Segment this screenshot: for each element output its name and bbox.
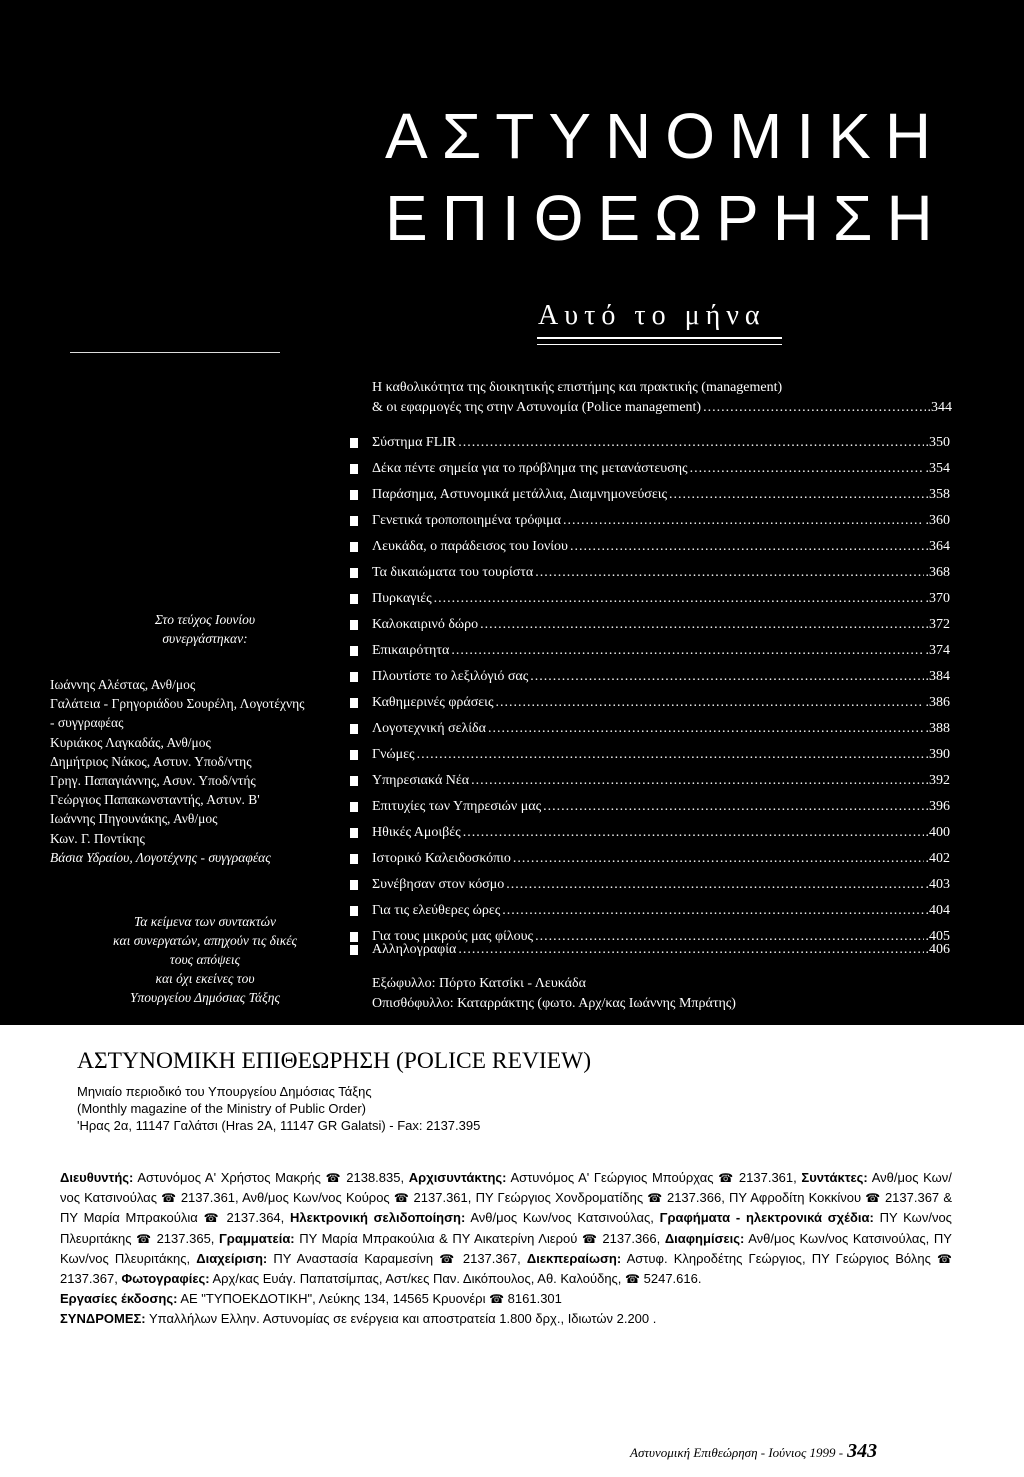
editor-phone: 2137.367 & <box>884 1190 952 1206</box>
toc-item <box>350 640 950 662</box>
printing-phone: 8161.301 <box>507 1291 562 1307</box>
ads: Ανθ/μος Κων/νος Κατσινούλας, ΠΥ Κων/νος Πλευριτάκης, <box>60 1230 952 1266</box>
phone-icon: ☎ <box>136 1231 153 1246</box>
toc-item <box>350 614 950 636</box>
subscriptions-label: ΣΥΝΔΡΟΜΕΣ: <box>60 1311 146 1327</box>
photos: Αρχ/κας Ευάγ. Παπατσίμπας, Αστ/κες Παν. Δικόπουλος, Αθ. Καλούδης, <box>212 1271 622 1287</box>
leader-dots <box>417 744 924 766</box>
leader-dots <box>530 666 923 688</box>
bullet-icon <box>350 854 358 864</box>
contributor-line: Κων. Γ. Ποντίκης <box>50 830 145 846</box>
bullet-icon <box>350 438 358 448</box>
decorative-rule <box>70 352 280 353</box>
toc-page: .368 <box>925 565 950 580</box>
phone-icon: ☎ <box>718 1171 735 1185</box>
management-label: Διαχείριση: <box>196 1250 268 1266</box>
masthead-line: 'Ηρας 2α, 11147 Γαλάτσι (Hras 2A, 11147 GR Galatsi) - Fax: 2137.395 <box>77 1118 481 1133</box>
magazine-title-line2: ΕΠΙΘΕΩΡΗΣΗ <box>385 182 947 254</box>
settlement: Αστυφ. Κληροδέτης Γεώργιος, ΠΥ Γεώργιος Βόλης <box>626 1250 931 1266</box>
bullet-icon <box>350 880 358 890</box>
toc-label: Γνώμες <box>372 747 415 762</box>
toc-page: .374 <box>925 643 950 658</box>
contributor-line: Γεώργιος Παπακωνσταντής, Αστυν. Β' <box>50 792 260 808</box>
toc-item <box>350 900 950 922</box>
bullet-icon <box>350 724 358 734</box>
toc-label: Παράσημα, Αστυνομικά μετάλλια, Διαμνημονεύσεις <box>372 487 668 502</box>
toc-page: .384 <box>925 669 950 684</box>
toc-label: Αλληλογραφία <box>372 942 457 957</box>
lead-article <box>372 378 952 417</box>
contributors-heading-line1: Στο τεύχος Ιουνίου <box>154 612 256 627</box>
layout: Ανθ/μος Κων/νος Κατσινούλας, <box>470 1210 654 1226</box>
toc-page: .354 <box>925 461 950 476</box>
printing: ΑΕ "ΤΥΠΟΕΚΔΟΤΙΚΗ", Λεύκης 134, 14565 Κρυονέρι <box>180 1291 486 1307</box>
leader-dots <box>570 536 924 558</box>
editor-phone: 2137.361, <box>413 1190 472 1206</box>
leader-dots <box>513 848 924 870</box>
photos-phone: 5247.616. <box>643 1271 702 1287</box>
staff-credits <box>60 1168 952 1330</box>
editor-phone: 2137.364, <box>226 1210 285 1226</box>
toc-label: Σύστημα FLIR <box>372 435 457 450</box>
bullet-icon <box>350 750 358 760</box>
leader-dots <box>703 398 925 418</box>
subscriptions: Υπαλλήλων Ελλην. Αστυνομίας σε ενέργεια και αποστρατεία 1.800 δρχ., Ιδιωτών 2.200 . <box>149 1311 657 1327</box>
toc-item <box>350 536 950 558</box>
phone-icon: ☎ <box>865 1191 881 1206</box>
ads-label: Διαφημίσεις: <box>664 1230 745 1246</box>
leader-dots <box>488 718 924 740</box>
leader-dots <box>535 562 923 584</box>
toc-label: Για τους μικρούς μας φίλους <box>372 929 534 944</box>
editor-phone: 2137.366, <box>666 1190 725 1206</box>
lead-article-page: .344 <box>927 399 952 415</box>
toc-label: Πλουτίστε το λεξιλόγιό σας <box>372 669 529 684</box>
toc-page: .372 <box>925 617 950 632</box>
management-phone: 2137.367, <box>462 1250 521 1266</box>
leader-dots <box>471 770 923 792</box>
toc-label: Ηθικές Αμοιβές <box>372 825 461 840</box>
disclaimer-line: και όχι εκείνες του <box>155 971 255 986</box>
toc-page: .360 <box>925 513 950 528</box>
leader-dots <box>434 588 924 610</box>
contributors-heading <box>40 610 370 648</box>
leader-dots <box>543 796 923 818</box>
bullet-icon <box>350 646 358 656</box>
editor: Ανθ/μος Κων/νος Κατσινούλας <box>60 1170 952 1206</box>
front-cover-credit: Εξώφυλλο: Πόρτο Κατσίκι - Λευκάδα <box>372 976 586 991</box>
toc-label: Συνέβησαν στον κόσμο <box>372 877 505 892</box>
toc-item <box>350 718 950 740</box>
toc-label: Πυρκαγιές <box>372 591 432 606</box>
editor: ΠΥ Γεώργιος Χονδροματίδης <box>475 1190 644 1206</box>
contributor-line: Ιωάννης Αλέστας, Ανθ/μος <box>50 677 196 692</box>
page-number: 343 <box>847 1440 878 1462</box>
toc-item <box>350 562 950 584</box>
toc-item <box>350 939 950 961</box>
graphics-phone: 2137.365, <box>156 1230 215 1246</box>
graphics-label: Γραφήματα - ηλεκτρονικά σχέδια: <box>659 1210 874 1226</box>
contributor-line: Γρηγ. Παπαγιάννης, Ασυν. Υποδ/ντής <box>50 773 256 789</box>
toc-item <box>350 588 950 610</box>
bullet-icon <box>350 516 358 526</box>
magazine-title-line1: ΑΣΤΥΝΟΜΙΚΗ <box>385 100 946 172</box>
toc-page: .364 <box>925 539 950 554</box>
settlement-phone: 2137.367, <box>60 1271 118 1287</box>
disclaimer-line: τους απόψεις <box>169 952 241 967</box>
toc-label: Επιτυχίες των Υπηρεσιών μας <box>372 799 542 814</box>
masthead-title: ΑΣΤΥΝΟΜΙΚΗ ΕΠΙΘΕΩΡΗΣΗ (POLICE REVIEW) <box>77 1048 592 1074</box>
phone-icon: ☎ <box>325 1171 342 1185</box>
bullet-icon <box>350 945 358 955</box>
phone-icon: ☎ <box>937 1251 952 1266</box>
leader-dots <box>690 458 924 480</box>
this-month-heading: Αυτό το μήνα <box>538 300 766 331</box>
graphics: ΠΥ Κων/νος Πλευριτάκης <box>60 1210 952 1246</box>
heading-underline <box>537 337 782 345</box>
bullet-icon <box>350 568 358 578</box>
bullet-icon <box>350 620 358 630</box>
toc-item <box>350 666 950 688</box>
toc-item <box>350 796 950 818</box>
bullet-icon <box>350 672 358 682</box>
leader-dots <box>480 614 923 636</box>
toc-label: Λευκάδα, ο παράδεισος του Ιονίου <box>372 539 568 554</box>
toc-item <box>350 770 950 792</box>
chief-editor-label: Αρχισυντάκτης: <box>408 1170 507 1185</box>
editor: ΠΥ Αφροδίτη Κοκκίνου <box>728 1190 862 1206</box>
toc-item <box>350 432 950 454</box>
chief-editor-phone: 2137.361, <box>738 1170 797 1185</box>
printing-label: Εργασίες έκδοσης: <box>60 1291 178 1307</box>
editors-label: Συντάκτες: <box>801 1170 868 1185</box>
leader-dots <box>502 900 923 922</box>
leader-dots <box>669 484 923 506</box>
leader-dots <box>451 640 923 662</box>
toc-item <box>350 692 950 714</box>
layout-label: Ηλεκτρονική σελιδοποίηση: <box>290 1210 466 1226</box>
phone-icon: ☎ <box>161 1191 177 1206</box>
toc-label: Δέκα πέντε σημεία για το πρόβλημα της μετανάστευσης <box>372 461 688 476</box>
toc-page: .350 <box>925 435 950 450</box>
contributor-line: Γαλάτεια - Γρηγοριάδου Σουρέλη, Λογοτέχνης <box>50 696 305 712</box>
leader-dots <box>495 692 923 714</box>
toc-page: .402 <box>925 851 950 866</box>
leader-dots <box>463 822 924 844</box>
toc-label: Υπηρεσιακά Νέα <box>372 773 470 788</box>
toc-label: Επικαιρότητα <box>372 643 450 658</box>
editor: Ανθ/μος Κων/νος Κούρος <box>242 1190 390 1206</box>
management: ΠΥ Αναστασία Καραμεσίνη <box>273 1250 434 1266</box>
toc-page: .406 <box>925 942 950 957</box>
director-label: Διευθυντής: <box>60 1170 134 1185</box>
disclaimer-line: Υπουργείου Δημόσιας Τάξης <box>130 990 280 1005</box>
back-cover-credit: Οπισθόφυλλο: Καταρράκτης (φωτο. Αρχ/κας Ιωάννης Μπράτης) <box>372 996 736 1011</box>
director-phone: 2138.835, <box>346 1170 405 1185</box>
phone-icon: ☎ <box>625 1272 640 1287</box>
toc-page: .358 <box>925 487 950 502</box>
photos-label: Φωτογραφίες: <box>121 1271 210 1287</box>
phone-icon: ☎ <box>439 1251 457 1266</box>
masthead-line: (Monthly magazine of the Ministry of Public Order) <box>77 1101 366 1116</box>
secretariat-phone: 2137.366, <box>602 1230 661 1246</box>
leader-dots <box>458 939 923 961</box>
toc-page: .396 <box>925 799 950 814</box>
disclaimer-line: και συνεργατών, απηχούν τις δικές <box>113 933 297 948</box>
toc-label: Καθημερινές φράσεις <box>372 695 494 710</box>
toc-item <box>350 822 950 844</box>
secretariat-label: Γραμματεία: <box>218 1230 295 1246</box>
bullet-icon <box>350 594 358 604</box>
toc-label: Γενετικά τροποποιημένα τρόφιμα <box>372 513 562 528</box>
toc-label: Για τις ελεύθερες ώρες <box>372 903 501 918</box>
toc-page: .403 <box>925 877 950 892</box>
phone-icon: ☎ <box>581 1231 598 1246</box>
chief-editor: Αστυνόμος Α' Γεώργιος Μπούρχας <box>510 1170 714 1185</box>
contributors-heading-line2: συνεργάστηκαν: <box>162 631 248 646</box>
leader-dots <box>506 874 923 896</box>
toc-page: .370 <box>925 591 950 606</box>
toc-item <box>350 744 950 766</box>
toc-page: .404 <box>925 903 950 918</box>
director: Αστυνόμος Α' Χρήστος Μακρής <box>137 1170 321 1185</box>
cover-credits <box>372 974 736 1014</box>
toc-label: Τα δικαιώματα του τουρίστα <box>372 565 534 580</box>
phone-icon: ☎ <box>203 1211 221 1226</box>
page-footer <box>630 1440 877 1463</box>
contributor-line: Ιωάννης Πηγουνάκης, Ανθ/μος <box>50 811 218 827</box>
toc-page: .388 <box>925 721 950 736</box>
toc-page: .405 <box>925 929 950 944</box>
secretariat: ΠΥ Μαρία Μπρακούλια & ΠΥ Αικατερίνη Λιερού <box>299 1230 578 1246</box>
editor: ΠΥ Μαρία Μπρακούλια <box>60 1210 198 1226</box>
leader-dots <box>458 432 923 454</box>
toc-item <box>350 848 950 870</box>
masthead-line: Μηνιαίο περιοδικό του Υπουργείου Δημόσιας Τάξης <box>77 1084 372 1099</box>
bullet-icon <box>350 802 358 812</box>
settlement-label: Διεκπεραίωση: <box>526 1250 622 1266</box>
leader-dots <box>563 510 923 532</box>
toc-page: .390 <box>925 747 950 762</box>
toc-item <box>350 484 950 506</box>
editor-phone: 2137.361, <box>180 1190 239 1206</box>
phone-icon: ☎ <box>393 1191 410 1206</box>
toc-item <box>350 458 950 480</box>
bullet-icon <box>350 776 358 786</box>
phone-icon: ☎ <box>489 1292 505 1307</box>
bullet-icon <box>350 542 358 552</box>
bullet-icon <box>350 906 358 916</box>
toc-page: .400 <box>925 825 950 840</box>
toc-page: .392 <box>925 773 950 788</box>
toc-label: Ιστορικό Καλειδοσκόπιο <box>372 851 511 866</box>
phone-icon: ☎ <box>647 1191 663 1206</box>
disclaimer <box>40 912 370 1007</box>
lead-article-line1: Η καθολικότητα της διοικητικής επιστήμης και πρακτικής (management) <box>372 380 783 395</box>
bullet-icon <box>350 698 358 708</box>
toc-item <box>350 874 950 896</box>
contributor-line: Κυριάκος Λαγκαδάς, Ανθ/μος <box>50 734 211 750</box>
contributor-line: Βάσια Υδραίου, Λογοτέχνης - συγγραφέας <box>50 849 271 865</box>
bullet-icon <box>350 464 358 474</box>
contributor-line: - συγγραφέας <box>50 715 124 731</box>
masthead-info <box>77 1083 480 1134</box>
disclaimer-line: Τα κείμενα των συντακτών <box>133 914 277 929</box>
contributors-list <box>50 675 370 867</box>
toc-item <box>350 510 950 532</box>
toc-label: Καλοκαιρινό δώρο <box>372 617 479 632</box>
lead-article-line2: & οι εφαρμογές της στην Αστυνομία (Police management) <box>372 399 702 415</box>
footer-text: Αστυνομική Επιθεώρηση - Ιούνιος 1999 - <box>630 1445 844 1460</box>
toc-page: .386 <box>925 695 950 710</box>
toc-label: Λογοτεχνική σελίδα <box>372 721 486 736</box>
contributor-line: Δημήτριος Νάκος, Αστυν. Υποδ/ντης <box>50 753 252 769</box>
lead-article-line2-row <box>372 398 952 418</box>
bullet-icon <box>350 490 358 500</box>
bullet-icon <box>350 828 358 838</box>
